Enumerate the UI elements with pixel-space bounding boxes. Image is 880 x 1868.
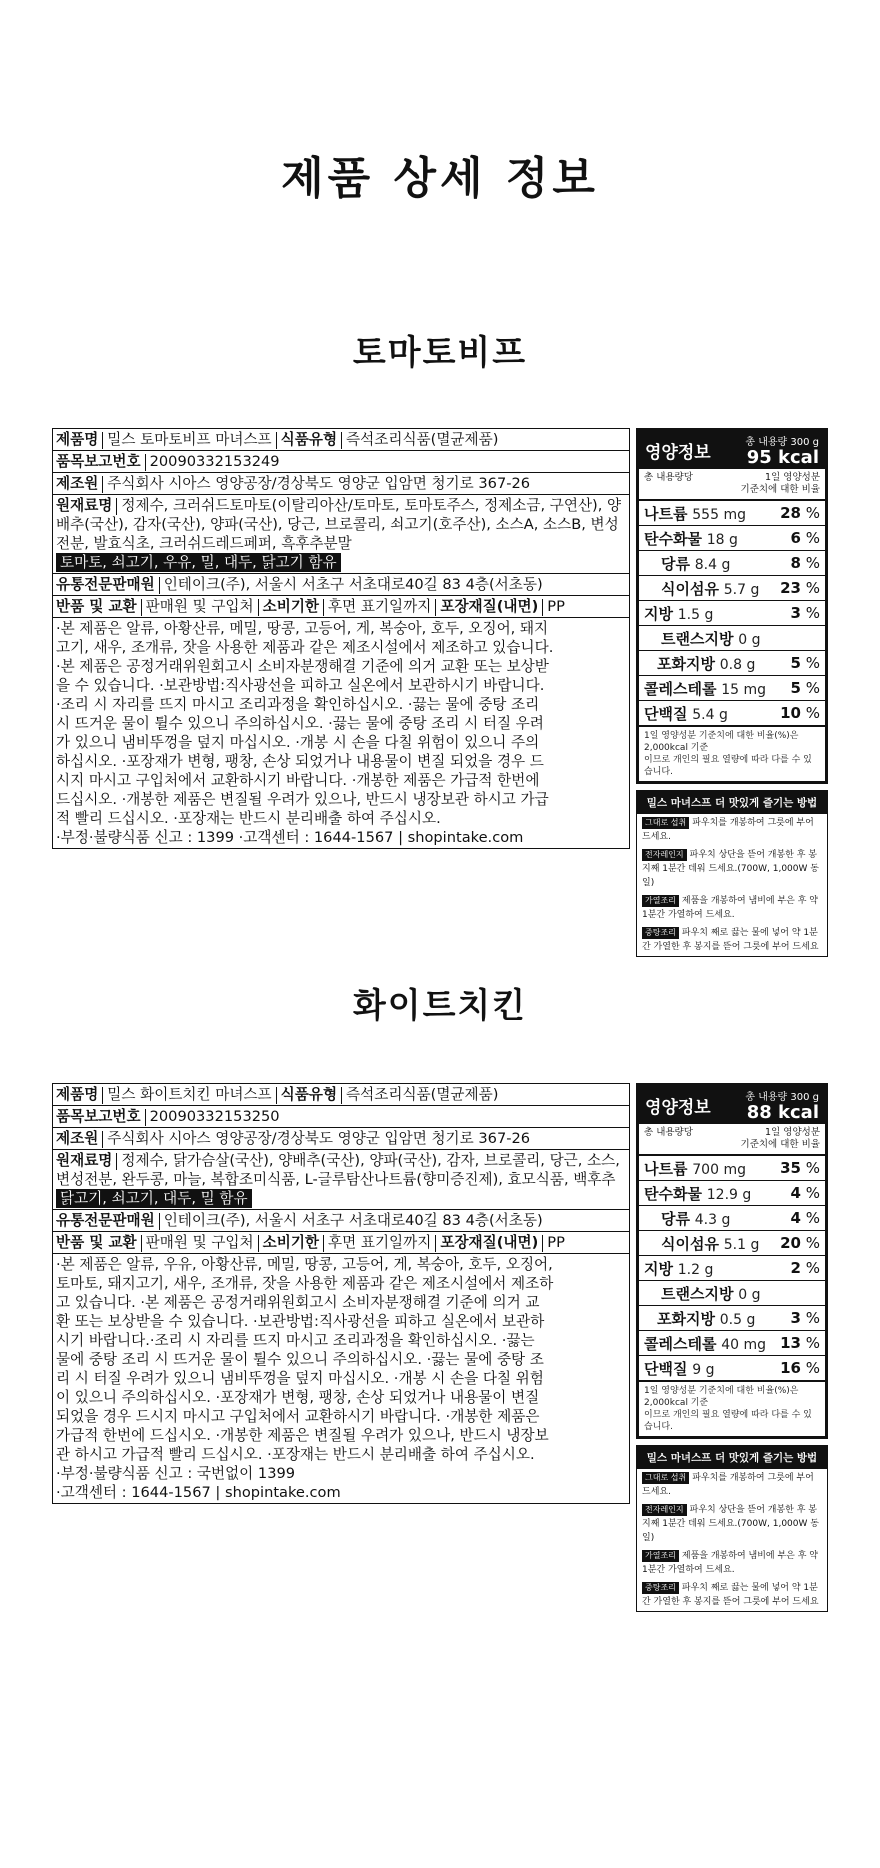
note-line: 가급적 한번에 드십시오. ·개봉한 제품은 변질될 우려가 있으나, 반드시 냉장보 [56,1427,549,1444]
note-line: 고기, 새우, 조개류, 잣을 사용한 제품과 같은 제조시설에서 제조하고 있습니다. [56,639,554,656]
nutrient-row: 지방 1.2 g 2 % [639,1256,825,1281]
product-title: 토마토비프 [352,333,528,373]
cooking-tip [637,892,827,924]
food-type-label: 식품유형 [280,1086,338,1103]
nutrient-name: 당류 [661,1209,690,1228]
nutrition-subheader [639,1124,825,1156]
nutrition-kcal: 88 kcal [746,1102,819,1123]
nutrient-value: 0.8 g [719,656,756,673]
exchange-label: 반품 및 교환 [56,1234,137,1251]
note-line: 시 뜨거운 물이 튈수 있으니 주의하십시오. ·끓는 물에 중탕 조리 시 터질 우려 [56,715,544,732]
note-line: 시지 마시고 구입처에서 교환하시기 바랍니다. ·개봉한 제품은 가급적 한번에 [56,772,540,789]
nutrient-name: 단백질 [644,1359,688,1378]
nutrient-name: 식이섬유 [661,1234,719,1253]
seller-label: 유통전문판매원 [56,576,155,593]
nutrient-percent: 28 [780,504,801,522]
nutrient-value: 5.7 g [723,581,760,598]
cooking-tip [637,814,827,846]
nutrient-name: 단백질 [644,704,688,723]
product-name: 밀스 토마토비프 마녀스프 [107,431,272,448]
nutrient-value: 1.5 g [677,606,714,623]
nutrient-name: 트랜스지방 [661,629,734,648]
ingredients-row [53,495,629,574]
nutrient-value: 5.1 g [723,1236,760,1253]
tip-tag: 중탕조리 [642,927,679,939]
seller: 인테이크(주), 서울시 서초구 서초대로40길 83 4층(서초동) [163,1212,543,1229]
food-type: 즉석조리식품(멸균제품) [346,1086,499,1103]
note-line: 시기 바랍니다.·조리 시 자리를 뜨지 마시고 조리과정을 확인하십시오. ·끓는 [56,1332,535,1349]
per-amount-label: 총 내용량당 [644,1127,693,1138]
tip-text: 파우치 상단을 뜯어 개봉한 후 봉지째 1분간 데워 드세요.(700W, 1,000W 동일) [642,1505,819,1543]
footer-line: ·고객센터 : 1644-1567 | shopintake.com [56,1484,341,1501]
product-info-table [52,428,630,849]
nutrition-title: 영양정보 [645,1097,711,1118]
cooking-tip [637,846,827,892]
nutrition-subheader [639,469,825,501]
product-name-label: 제품명 [56,431,99,448]
nutrient-name: 탄수화물 [644,1184,702,1203]
nutrient-row: 포화지방 0.5 g 3 % [639,1306,825,1331]
nutrient-percent: 16 [780,1359,801,1377]
nutrient-value: 0 g [738,1286,761,1303]
tip-text: 제품을 개봉하여 냄비에 부은 후 약 1분간 가열하여 드세요. [642,896,818,920]
ingredients: 정제수, 크러쉬드토마토(이탈리아산/토마토, 토마토주스, 정제소금, 구연산), 양배추(국산), 감자(국산), 양파(국산), 당근, 브로콜리, 쇠고기(호주산), 소스A, 소스B, 변성전분, 발효식초, 크러쉬드레드페퍼, 흑후추분말 [56,497,622,552]
note-line: ·본 제품은 공정거래위원회고시 소비자분쟁해결 기준에 의거 교환 또는 보상받 [56,658,549,675]
nutrient-percent: 5 [790,679,801,697]
nutrient-name: 콜레스테롤 [644,679,717,698]
report-label: 품목보고번호 [56,453,141,470]
nutrient-name: 트랜스지방 [661,1284,734,1303]
seller-row [53,1210,629,1232]
nutrition-header [639,1086,825,1124]
nutrient-row: 단백질 5.4 g 10 % [639,701,825,727]
nutrition-amount: 총 내용량 300 g [745,1092,819,1103]
nutrition-title: 영양정보 [645,442,711,463]
product-name-row [53,1084,629,1106]
tip-tag: 그대로 섭취 [642,817,689,829]
report-number: 20090332153250 [149,1108,280,1125]
note-line: ·본 제품은 알류, 아황산류, 메밀, 땅콩, 고등어, 게, 복숭아, 호두, 오징어, 돼지 [56,620,549,637]
allergy-badge: 토마토, 쇠고기, 우유, 밀, 대두, 닭고기 함유 [56,553,341,572]
tip-text: 파우치 상단을 뜯어 개봉한 후 봉지째 1분간 데워 드세요.(700W, 1,000W 동일) [642,850,819,888]
food-type-label: 식품유형 [280,431,338,448]
nutrient-value: 9 g [692,1361,715,1378]
tip-tag: 전자레인지 [642,1504,687,1516]
note-line: 하십시오. ·포장재가 변형, 팽창, 손상 되었거나 내용물이 변질 되었을 경우 드 [56,753,544,770]
tip-tag: 전자레인지 [642,849,687,861]
nutrient-value: 1.2 g [677,1261,714,1278]
maker-label: 제조원 [56,1130,99,1147]
nutrient-value: 8.4 g [694,556,731,573]
note-line: 적 빨리 드십시오. ·포장재는 반드시 분리배출 하여 주십시오. [56,810,441,827]
nutrition-footnote [639,1382,825,1436]
nutrient-value: 0 g [738,631,761,648]
nutrient-percent: 2 [790,1259,801,1277]
maker-row [53,473,629,495]
nutrient-row: 콜레스테롤 15 mg 5 % [639,676,825,701]
nutrient-row: 나트륨 700 mg 35 % [639,1156,825,1181]
note-line: 드십시오. ·개봉한 제품은 변질될 우려가 있으나, 반드시 냉장보관 하시고 가급 [56,791,549,808]
cooking-tips-title: 밀스 마녀스프 더 맛있게 즐기는 방법 [637,1446,827,1469]
nutrient-row: 나트륨 555 mg 28 % [639,501,825,526]
footnote-line: 이므로 개인의 필요 열량에 따라 다를 수 있습니다. [644,1410,812,1432]
nutrient-percent: 4 [790,1209,801,1227]
packaging-label: 포장재질(내면) [440,598,539,615]
seller-row [53,574,629,596]
note-line: 리 시 터질 우려가 있으니 냄비뚜껑을 덮지 마십시오. ·개봉 시 손을 다칠 위험 [56,1370,544,1387]
nutrient-value: 0.5 g [719,1311,756,1328]
note-line: 을 수 있습니다. ·보관방법:직사광선을 피하고 실온에서 보관하시기 바랍니다. [56,677,545,694]
product-name-row [53,429,629,451]
nutrient-value: 12.9 g [706,1186,752,1203]
nutrient-percent: 8 [790,554,801,572]
expiry-label: 소비기한 [262,1234,320,1251]
note-line: ·조리 시 자리를 뜨지 마시고 조리과정을 확인하십시오. ·끓는 물에 중탕 조리 [56,696,540,713]
nutrition-facts [636,1083,828,1439]
note-line: ·부정·불량식품 신고 : 국번없이 1399 [56,1465,296,1482]
product-info-table [52,1083,630,1504]
product-name: 밀스 화이트치킨 마녀스프 [107,1086,272,1103]
nutrient-value: 4.3 g [694,1211,731,1228]
nutrient-row: 포화지방 0.8 g 5 % [639,651,825,676]
tip-tag: 그대로 섭취 [642,1472,689,1484]
nutrient-name: 포화지방 [657,1309,715,1328]
cooking-tips [636,790,828,957]
note-line: 가 있으니 냄비뚜껑을 덮지 마십시오. ·개봉 시 손을 다칠 위험이 있으니 주의 [56,734,540,751]
maker-label: 제조원 [56,475,99,492]
nutrient-row: 단백질 9 g 16 % [639,1356,825,1382]
nutrient-name: 포화지방 [657,654,715,673]
note-line: 환 또는 보상받을 수 있습니다. ·보관방법:직사광선을 피하고 실온에서 보관하 [56,1313,545,1330]
note-line: 토마토, 돼지고기, 새우, 조개류, 잣을 사용한 제품과 같은 제조시설에서 제조하 [56,1275,554,1292]
nutrient-row [639,626,825,651]
nutrient-percent: 23 [780,579,801,597]
nutrition-panel [636,428,828,957]
report-label: 품목보고번호 [56,1108,141,1125]
daily-value-label-2: 기준치에 대한 비율 [740,1139,820,1150]
nutrient-name: 지방 [644,1259,673,1278]
page-title: 제품 상세 정보 [281,153,599,204]
exchange-label: 반품 및 교환 [56,598,137,615]
expiry: 후면 표기일까지 [328,598,432,615]
nutrition-header [639,431,825,469]
cooking-tip [637,1547,827,1579]
nutrient-percent: 4 [790,1184,801,1202]
nutrient-name: 탄수화물 [644,529,702,548]
notes [53,1254,629,1503]
nutrition-footnote [639,727,825,781]
ingredients-row [53,1150,629,1210]
nutrition-kcal: 95 kcal [746,447,819,468]
footer-line: ·부정·불량식품 신고 : 1399 ·고객센터 : 1644-1567 | shopintake.com [56,829,524,846]
nutrient-percent: 35 [780,1159,801,1177]
exchange-row [53,596,629,618]
note-line: 고 있습니다. ·본 제품은 공정거래위원회고시 소비자분쟁해결 기준에 의거 교 [56,1294,540,1311]
cooking-tip [637,1469,827,1501]
report-row [53,451,629,473]
nutrient-percent: 6 [790,529,801,547]
daily-value-label-2: 기준치에 대한 비율 [740,484,820,495]
note-line: 물에 중탕 조리 시 뜨거운 물이 튈수 있으니 주의하십시오. ·끓는 물에 중탕 조 [56,1351,544,1368]
packaging: PP [547,598,565,615]
nutrient-row: 탄수화물 18 g 6 % [639,526,825,551]
expiry-label: 소비기한 [262,598,320,615]
nutrient-name: 당류 [661,554,690,573]
nutrient-percent: 10 [780,704,801,722]
note-line: ·본 제품은 알류, 우유, 아황산류, 메밀, 땅콩, 고등어, 게, 복숭아, 호두, 오징어, [56,1256,553,1273]
cooking-tips-title: 밀스 마녀스프 더 맛있게 즐기는 방법 [637,791,827,814]
nutrient-row: 식이섬유 5.1 g 20 % [639,1231,825,1256]
food-type: 즉석조리식품(멸균제품) [346,431,499,448]
seller-label: 유통전문판매원 [56,1212,155,1229]
nutrition-amount: 총 내용량 300 g [745,437,819,448]
tip-tag: 중탕조리 [642,1582,679,1594]
exchange-row [53,1232,629,1254]
nutrient-name: 콜레스테롤 [644,1334,717,1353]
tip-text: 파우치 째로 끓는 물에 넣어 약 1분간 가열한 후 봉지를 뜯어 그릇에 부어 드세요 [642,928,819,952]
tip-text: 파우치 째로 끓는 물에 넣어 약 1분간 가열한 후 봉지를 뜯어 그릇에 부어 드세요 [642,1583,819,1607]
tip-tag: 가열조리 [642,1550,679,1562]
note-line: 이 있으니 주의하십시오. ·포장재가 변형, 팽창, 손상 되었거나 내용물이 변질 [56,1389,540,1406]
nutrient-value: 5.4 g [692,706,728,723]
report-row [53,1106,629,1128]
cooking-tip [637,1579,827,1611]
nutrient-percent: 13 [780,1334,801,1352]
cooking-tips [636,1445,828,1612]
nutrient-value: 555 mg [692,506,746,523]
nutrient-row: 콜레스테롤 40 mg 13 % [639,1331,825,1356]
product-name-label: 제품명 [56,1086,99,1103]
nutrient-percent: 20 [780,1234,801,1252]
packaging: PP [547,1234,565,1251]
seller: 인테이크(주), 서울시 서초구 서초대로40길 83 4층(서초동) [163,576,543,593]
per-amount-label: 총 내용량당 [644,472,693,483]
cooking-tip [637,1501,827,1547]
footnote-line: 1일 영양성분 기준치에 대한 비율(%)은 2,000kcal 기준 [644,1386,799,1408]
note-line: 관 하시고 가급적 빨리 드십시오. ·포장재는 반드시 분리배출 하여 주십시오. [56,1446,535,1463]
tip-text: 파우치를 개봉하여 그릇에 부어 드세요. [642,818,814,842]
nutrient-name: 나트륨 [644,504,688,523]
expiry: 후면 표기일까지 [328,1234,432,1251]
note-line: 되었을 경우 드시지 마시고 구입처에서 교환하시기 바랍니다. ·개봉한 제품은 [56,1408,540,1425]
exchange: 판매원 및 구입처 [145,598,254,615]
daily-value-label: 1일 영양성분 [765,472,820,483]
tip-tag: 가열조리 [642,895,679,907]
ingredients-label: 원재료명 [56,497,113,514]
nutrient-value: 15 mg [721,681,767,698]
ingredients-label: 원재료명 [56,1152,113,1169]
daily-value-label: 1일 영양성분 [765,1127,820,1138]
nutrient-row [639,1281,825,1306]
maker: 주식회사 시아스 영양공장/경상북도 영양군 입암면 청기로 367-26 [107,475,531,492]
ingredients: 정제수, 닭가슴살(국산), 양배추(국산), 양파(국산), 감자, 브로콜리, 당근, 소스, 변성전분, 완두콩, 마늘, 복합조미식품, L-글루탐산나트륨(향미증진제), 효모식품, 백후추 [56,1152,620,1188]
nutrient-name: 식이섬유 [661,579,719,598]
nutrition-panel [636,1083,828,1612]
nutrient-name: 나트륨 [644,1159,688,1178]
tip-text: 파우치를 개봉하여 그릇에 부어 드세요. [642,1473,814,1497]
nutrient-percent: 5 [790,654,801,672]
maker-row [53,1128,629,1150]
tip-text: 제품을 개봉하여 냄비에 부은 후 약 1분간 가열하여 드세요. [642,1551,818,1575]
nutrition-facts [636,428,828,784]
nutrient-value: 700 mg [692,1161,746,1178]
nutrient-row: 당류 4.3 g 4 % [639,1206,825,1231]
cooking-tip [637,924,827,956]
nutrient-row: 탄수화물 12.9 g 4 % [639,1181,825,1206]
exchange: 판매원 및 구입처 [145,1234,254,1251]
report-number: 20090332153249 [149,453,280,470]
nutrient-percent: 3 [790,1309,801,1327]
nutrient-row: 당류 8.4 g 8 % [639,551,825,576]
allergy-badge: 닭고기, 쇠고기, 대두, 밀 함유 [56,1189,252,1208]
nutrient-value: 18 g [706,531,738,548]
notes [53,618,629,848]
nutrient-percent: 3 [790,604,801,622]
nutrient-name: 지방 [644,604,673,623]
packaging-label: 포장재질(내면) [440,1234,539,1251]
maker: 주식회사 시아스 영양공장/경상북도 영양군 입암면 청기로 367-26 [107,1130,531,1147]
nutrient-row: 지방 1.5 g 3 % [639,601,825,626]
footnote-line: 이므로 개인의 필요 열량에 따라 다를 수 있습니다. [644,755,812,777]
nutrient-value: 40 mg [721,1336,767,1353]
product-title: 화이트치킨 [352,986,528,1026]
footnote-line: 1일 영양성분 기준치에 대한 비율(%)은 2,000kcal 기준 [644,731,799,753]
nutrient-row: 식이섬유 5.7 g 23 % [639,576,825,601]
